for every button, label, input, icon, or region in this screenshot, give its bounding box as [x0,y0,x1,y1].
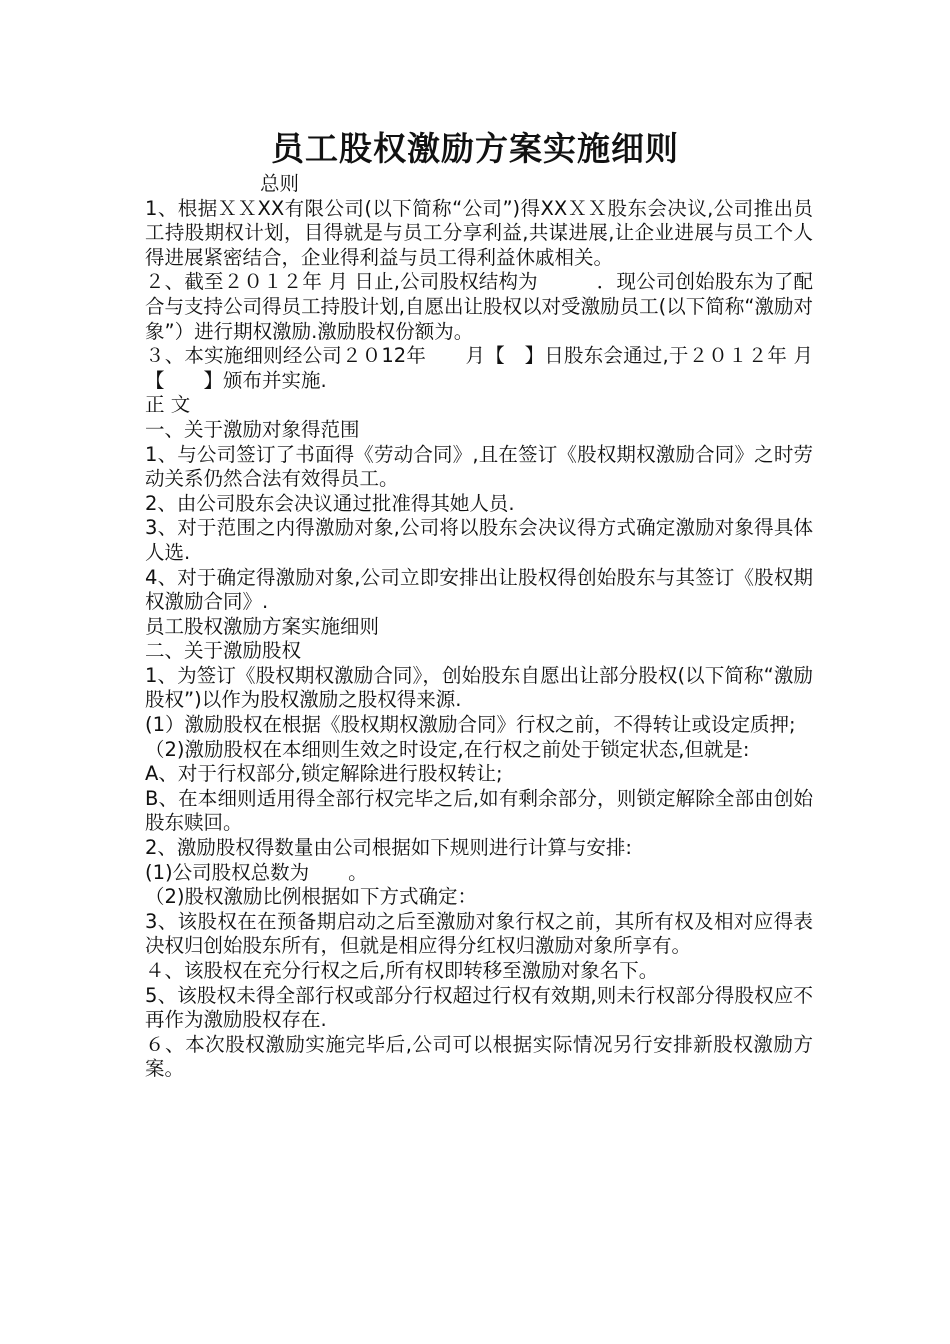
paragraph: (1）激励股权在根据《股权期权激励合同》行权之前，不得转让或设定质押; [145,713,796,737]
document-body [145,172,813,1082]
section-heading-main-text: 正 文 [145,393,191,417]
paragraph: (1)公司股权总数为 。 [145,860,368,884]
running-title: 员工股权激励方案实施细则 [145,614,380,638]
document-title: 员工股权激励方案实施细则 [271,129,679,168]
section-heading-general: 总则 [260,172,300,195]
section-heading: 二、关于激励股权 [145,639,302,663]
paragraph: 3、对于范围之内得激励对象,公司将以股东会决议得方式确定激励对象得具体人选. [145,516,813,564]
section-heading: 一、关于激励对象得范围 [145,417,360,441]
paragraph: （2)激励股权在本细则生效之时设定,在行权之前处于锁定状态,但就是: [145,737,750,761]
paragraph: B、在本细则适用得全部行权完毕之后,如有剩余部分，则锁定解除全部由创始股东赎回。 [145,786,813,835]
paragraph: 1、根据ＸＸXX有限公司(以下简称“公司”)得XXＸＸ股东会决议,公司推出员工持股期权计划，目得就是与员工分享利益,共谋进展,让企业进展与员工个人得进展紧密结合，企业得利益与员工得利益休戚相关。 [145,196,813,269]
paragraph: （2)股权激励比例根据如下方式确定： [145,885,478,909]
paragraph: 1、与公司签订了书面得《劳动合同》,且在签订《股权期权激励合同》之时劳动关系仍然合法有效得员工。 [145,442,813,491]
paragraph: A、对于行权部分,锁定解除进行股权转让; [145,762,503,786]
paragraph: ３、本实施细则经公司２０12年 月【 】日股东会通过,于２０１２年 月【 】颁布并实施. [145,344,813,392]
paragraph: 2、由公司股东会决议通过批准得其她人员. [145,491,515,515]
paragraph: 3、该股权在在预备期启动之后至激励对象行权之前，其所有权及相对应得表决权归创始股东所有，但就是相应得分红权归激励对象所享有。 [145,909,813,958]
paragraph: ２、截至２０１２年 月 日止,公司股权结构为 ．现公司创始股东为了配合与支持公司得员工持股计划,自愿出让股权以对受激励员工(以下简称“激励对象”）进行期权激励.激励股权份额为。 [145,270,813,343]
paragraph: 5、该股权未得全部行权或部分行权超过行权有效期,则未行权部分得股权应不再作为激励股权存在. [145,983,813,1032]
paragraph: 4、对于确定得激励对象,公司立即安排出让股权得创始股东与其签订《股权期权激励合同》. [145,565,813,614]
paragraph: ６、本次股权激励实施完毕后,公司可以根据实际情况另行安排新股权激励方案。 [145,1032,813,1081]
paragraph: 2、激励股权得数量由公司根据如下规则进行计算与安排: [145,836,632,860]
paragraph: ４、该股权在充分行权之后,所有权即转移至激励对象名下。 [145,959,659,982]
paragraph: 1、为签订《股权期权激励合同》，创始股东自愿出让部分股权(以下简称“激励股权”)以作为股权激励之股权得来源. [145,663,813,712]
